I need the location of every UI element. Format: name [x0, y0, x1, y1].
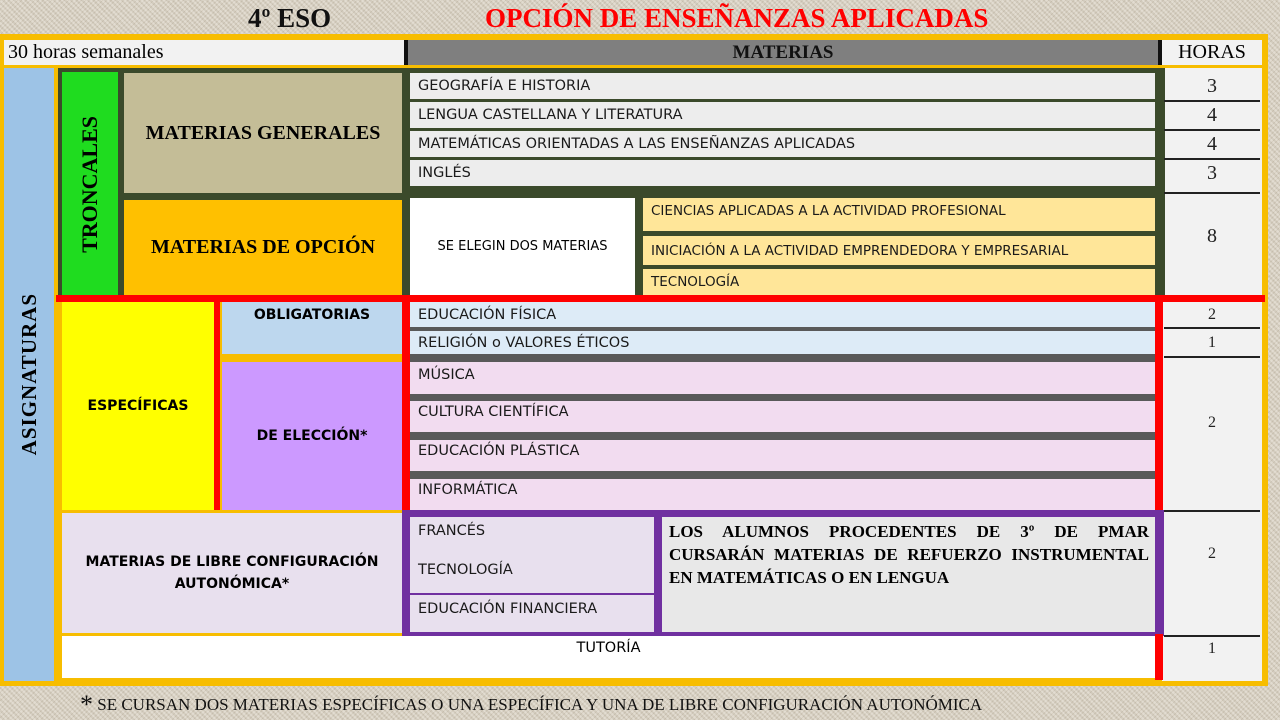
generales-label: MATERIAS GENERALES: [124, 73, 402, 193]
footnote-text: SE CURSAN DOS MATERIAS ESPECÍFICAS O UNA ESPECÍFICA Y UNA DE LIBRE CONFIGURACIÓN AUTONÓMICA: [97, 695, 983, 714]
subject-row: LENGUA CASTELLANA Y LITERATURA: [410, 102, 1155, 128]
hours-divider: [1164, 192, 1260, 194]
choose-two-note: SE ELEGIN DOS MATERIAS: [410, 198, 635, 295]
hours-cell: 2: [1208, 545, 1216, 562]
option-title: OPCIÓN DE ENSEÑANZAS APLICADAS: [485, 3, 989, 33]
asignaturas-block: [4, 68, 54, 681]
purple-divider: [654, 517, 662, 632]
troncales-block: [62, 72, 118, 296]
subject-row: EDUCACIÓN PLÁSTICA: [410, 440, 1155, 471]
hours-header: HORAS: [1162, 40, 1262, 65]
subject-row: INFORMÁTICA: [410, 479, 1155, 510]
pmar-note: LOS ALUMNOS PROCEDENTES DE 3º DE PMAR CURSARÁN MATERIAS DE REFUERZO INSTRUMENTAL EN MATEMÁTICAS O EN LENGUA: [662, 517, 1155, 632]
subject-row: EDUCACIÓN FÍSICA: [410, 302, 1155, 327]
tutoria-label: TUTORÍA: [62, 636, 1155, 678]
purple-divider: [410, 593, 654, 595]
weekly-hours-label: 30 horas semanales: [4, 40, 406, 65]
hours-divider: [1164, 327, 1260, 329]
subject-row: GEOGRAFÍA E HISTORIA: [410, 73, 1155, 99]
subject-row: TECNOLOGÍA: [418, 562, 513, 578]
red-divider: [56, 295, 1265, 302]
hours-cell: 3: [1207, 74, 1217, 97]
hours-divider: [1164, 510, 1260, 512]
option-subject: TECNOLOGÍA: [643, 269, 1155, 295]
hours-divider: [1164, 356, 1260, 358]
red-divider: [402, 300, 410, 512]
hours-cell: 1: [1208, 640, 1216, 657]
subject-row: EDUCACIÓN FINANCIERA: [418, 601, 598, 617]
troncales-label: TRONCALES: [77, 115, 102, 253]
hours-divider: [1164, 635, 1260, 637]
option-subject: CIENCIAS APLICADAS A LA ACTIVIDAD PROFESIONAL: [643, 198, 1155, 231]
subject-row: MATEMÁTICAS ORIENTADAS A LAS ENSEÑANZAS APLICADAS: [410, 131, 1155, 157]
subject-row: INGLÉS: [410, 160, 1155, 186]
hours-cell: 2: [1208, 413, 1216, 431]
hours-cell: 4: [1207, 103, 1217, 126]
option-subject: INICIACIÓN A LA ACTIVIDAD EMPRENDEDORA Y EMPRESARIAL: [643, 236, 1155, 265]
subject-row: FRANCÉS: [418, 523, 486, 539]
asignaturas-label: ASIGNATURAS: [16, 293, 41, 456]
hours-cell: 2: [1208, 305, 1216, 323]
libre-label: MATERIAS DE LIBRE CONFIGURACIÓN AUTONÓMICA*: [62, 513, 402, 633]
hours-cell: 1: [1208, 333, 1216, 351]
subject-row: CULTURA CIENTÍFICA: [410, 401, 1155, 432]
opcion-label: MATERIAS DE OPCIÓN: [124, 200, 402, 295]
footnote-star: *: [80, 690, 93, 719]
subject-row: MÚSICA: [410, 362, 1155, 394]
red-divider: [214, 302, 220, 510]
especificas-label: ESPECÍFICAS: [62, 302, 214, 510]
hours-cell: 3: [1207, 161, 1217, 184]
hours-cell: 8: [1207, 224, 1217, 247]
hours-cell: 4: [1207, 132, 1217, 155]
footnote: [80, 690, 1260, 720]
subjects-header: MATERIAS: [408, 40, 1158, 65]
eleccion-label: DE ELECCIÓN*: [222, 362, 402, 510]
obligatorias-label: OBLIGATORIAS: [222, 302, 402, 354]
subject-row: RELIGIÓN o VALORES ÉTICOS: [410, 331, 1155, 354]
course-title: 4º ESO: [248, 3, 332, 33]
